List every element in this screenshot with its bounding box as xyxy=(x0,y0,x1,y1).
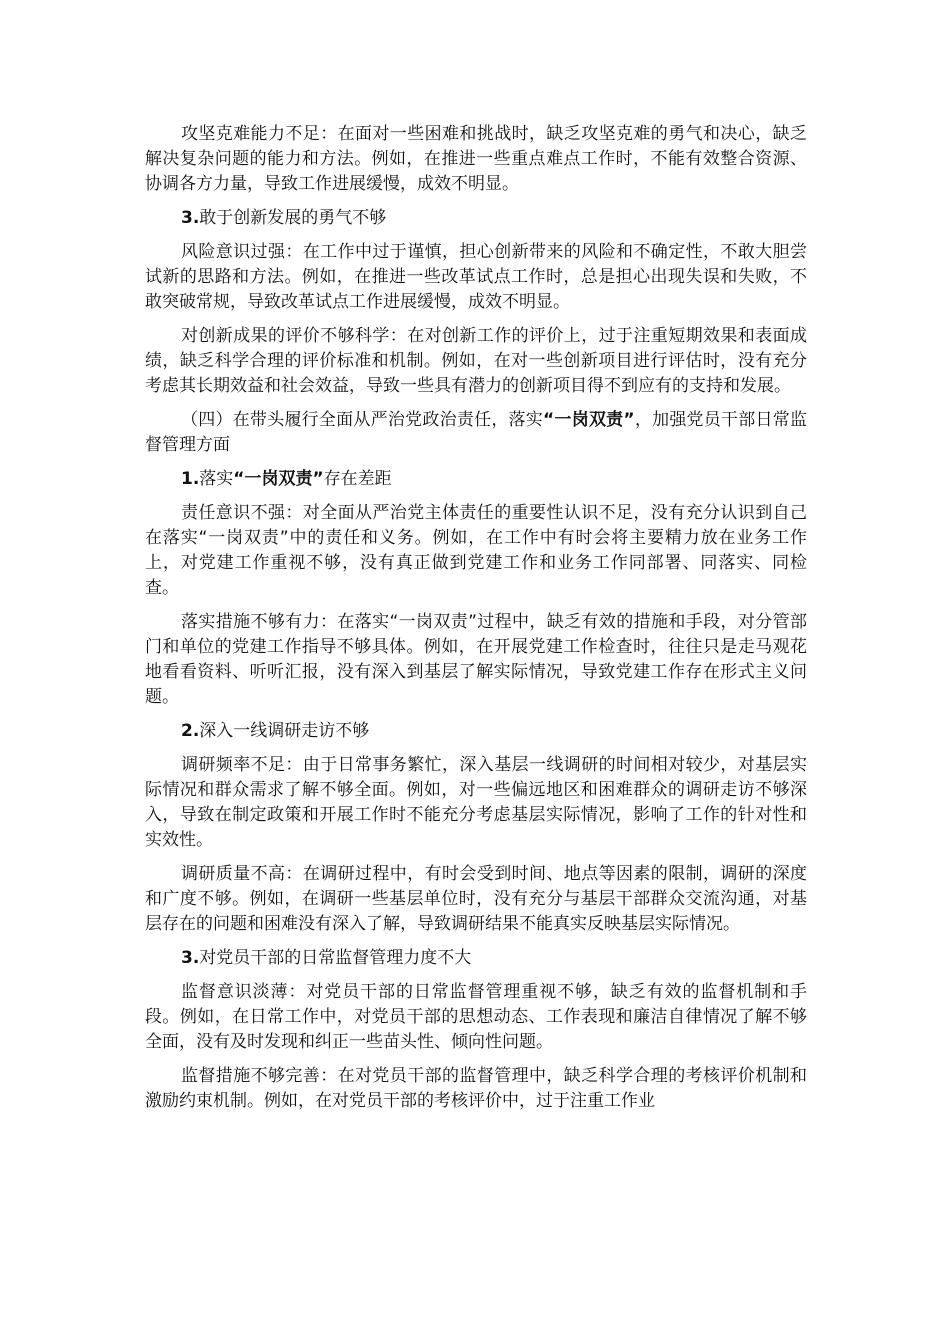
paragraph-supervision-measures: 监督措施不够完善：在对党员干部的监督管理中，缺乏科学合理的考核评价机制和激励约束机制。例如，在对党员干部的考核评价中，过于注重工作业 xyxy=(145,1066,807,1111)
section-heading-four xyxy=(145,408,807,458)
heading-innovation-courage xyxy=(145,206,807,231)
heading-one-post-two-duties xyxy=(145,467,807,492)
heading-text: 对党员干部的日常监督管理力度不大 xyxy=(199,948,472,968)
heading-number: 2. xyxy=(181,721,200,741)
paragraph-supervision-awareness: 监督意识淡薄：对党员干部的日常监督管理重视不够，缺乏有效的监督机制和手段。例如，在日常工作中，对党员干部的思想动态、工作表现和廉洁自律情况了解不够全面，没有及时发现和纠正一些苗头性、倾向性问题。 xyxy=(145,982,807,1052)
paragraph-responsibility-awareness: 责任意识不强：对全面从严治党主体责任的重要性认识不足，没有充分认识到自己在落实“一岗双责”中的责任和义务。例如，在工作中有时会将主要精力放在业务工作上，对党建工作重视不够，没有真正做到党建工作和业务工作同部署、同落实、同检查。 xyxy=(145,503,807,598)
heading-quote: “一岗双责” xyxy=(233,469,324,489)
heading-number: 3. xyxy=(181,208,200,228)
section-heading-part-b: ，加强党员干部日常监督管理方面 xyxy=(145,410,807,455)
heading-text-b: 存在差距 xyxy=(323,469,392,489)
section-heading-part-a: （四）在带头履行全面从严治党政治责任，落实 xyxy=(181,410,544,430)
heading-number: 3. xyxy=(181,948,200,968)
paragraph-implementation-measures: 落实措施不够有力：在落实“一岗双责”过程中，缺乏有效的措施和手段，对分管部门和单位的党建工作指导不够具体。例如，在开展党建工作检查时，往往只是走马观花地看看资料、听听汇报，没有深入到基层了解实际情况，导致党建工作存在形式主义问题。 xyxy=(145,612,807,707)
paragraph-research-quality: 调研质量不高：在调研过程中，有时会受到时间、地点等因素的限制，调研的深度和广度不够。例如，在调研一些基层单位时，没有充分与基层干部群众交流沟通，对基层存在的问题和困难没有深入了解，导致调研结果不能真实反映基层实际情况。 xyxy=(145,864,807,934)
heading-field-research xyxy=(145,719,807,744)
paragraph-research-frequency: 调研频率不足：由于日常事务繁忙，深入基层一线调研的时间相对较少，对基层实际情况和群众需求了解不够全面。例如，对一些偏远地区和困难群众的调研走访不够深入，导致在制定政策和开展工作时不能充分考虑基层实际情况，影响了工作的针对性和实效性。 xyxy=(145,755,807,850)
paragraph-innovation-evaluation: 对创新成果的评价不够科学：在对创新工作的评价上，过于注重短期效果和表面成绩，缺乏科学合理的评价标准和机制。例如，在对一些创新项目进行评估时，没有充分考虑其长期效益和社会效益，导致一些具有潜力的创新项目得不到应有的支持和发展。 xyxy=(145,326,807,396)
heading-number: 1. xyxy=(181,469,200,489)
paragraph-risk-awareness: 风险意识过强：在工作中过于谨慎，担心创新带来的风险和不确定性，不敢大胆尝试新的思路和方法。例如，在推进一些改革试点工作时，总是担心出现失误和失败，不敢突破常规，导致改革试点工作进展缓慢，成效不明显。 xyxy=(145,242,807,312)
section-heading-quote: “一岗双责” xyxy=(543,410,635,430)
paragraph-tough-problems: 攻坚克难能力不足：在面对一些困难和挑战时，缺乏攻坚克难的勇气和决心，缺乏解决复杂问题的能力和方法。例如，在推进一些重点难点工作时，不能有效整合资源、协调各方力量，导致工作进展缓慢，成效不明显。 xyxy=(145,124,807,194)
heading-text: 深入一线调研走访不够 xyxy=(199,721,370,741)
document-page xyxy=(145,122,807,1123)
heading-text: 敢于创新发展的勇气不够 xyxy=(199,208,387,228)
heading-supervision xyxy=(145,946,807,971)
heading-text-a: 落实 xyxy=(199,469,234,489)
